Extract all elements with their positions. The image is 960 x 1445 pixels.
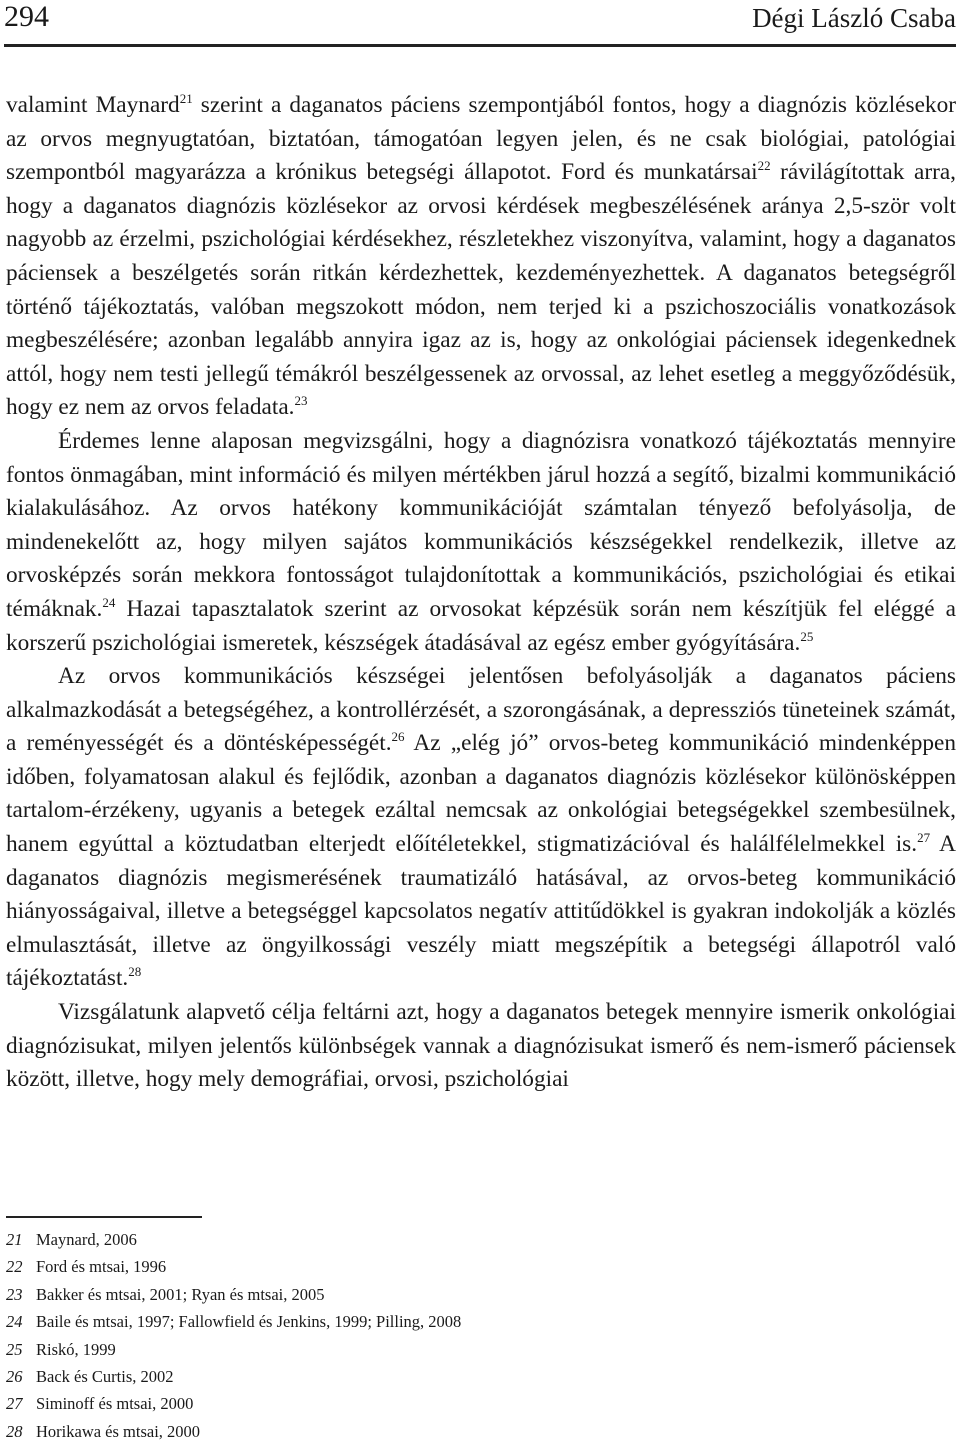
footnote-reference: 25 [800, 628, 814, 644]
text-run: szerint a daganatos páciens szempontjából fontos, hogy a diagnózis közlésekor az orvos megnyugtatóan, biztatóan, támogatóan legyen jelen, és ne csak biológiai, patológiai szempontból magyarázza a krónikus betegségi állapotot. Ford és munkatársai [6, 92, 956, 186]
footnote-number: 22 [6, 1257, 23, 1277]
footnote-item [6, 1336, 461, 1363]
footnote-citation: Baile és mtsai, 1997; Fallowfield és Jenkins, 1999; Pilling, 2008 [36, 1312, 462, 1332]
footnote-item [6, 1281, 461, 1308]
text-run: Az „elég jó” orvos-beteg kommunikáció mindenképpen időben, folyamatosan alakul és fejlődik, azonban a daganatos diagnózis közlésekor különösképpen tartalom-érzékeny, ugyanis a betegek ezáltal nemcsak az onkológiai betegségekkel szembesülnek, hanem egyúttal a köztudatban elterjedt előítéletekkel, stigmatizációval és halálfélelmekkel is. [6, 730, 956, 858]
text-run: valamint Maynard [6, 92, 180, 118]
page-number: 294 [4, 0, 49, 33]
footnote-item [6, 1363, 461, 1390]
footnote-number: 23 [6, 1284, 23, 1304]
footnote-number: 24 [6, 1312, 23, 1332]
running-head-author: Dégi László Csaba [752, 3, 956, 33]
footnote-reference: 23 [294, 393, 308, 409]
footnote-citation: Maynard, 2006 [36, 1230, 137, 1249]
footnote-reference: 27 [917, 830, 931, 846]
page-header [4, 0, 956, 47]
footnote-item [6, 1418, 461, 1445]
footnotes [6, 1226, 461, 1445]
footnote-reference: 24 [102, 594, 116, 610]
footnote-reference: 28 [128, 964, 142, 980]
footnote-item [6, 1253, 461, 1280]
footnote-reference: 21 [179, 91, 193, 106]
footnote-number: 27 [6, 1394, 23, 1414]
footnote-number: 21 [6, 1230, 23, 1249]
body-text [6, 89, 956, 1097]
footnote-citation: Bakker és mtsai, 2001; Ryan és mtsai, 2005 [36, 1284, 325, 1304]
footnote-citation: Back és Curtis, 2002 [36, 1367, 174, 1387]
footnote-separator [6, 1216, 202, 1218]
text-run: Vizsgálatunk alapvető célja feltárni azt, hogy a daganatos betegek mennyire ismerik onkológiai diagnózisukat, milyen jelentős különbségek vannak a diagnózisukat ismerő és nem-ismerő páciensek között, illetve, hogy mely demográfiai, orvosi, pszichológiai [6, 999, 956, 1093]
footnote-item [6, 1390, 461, 1417]
footnote-reference: 22 [757, 158, 771, 174]
body-paragraph [6, 89, 956, 425]
footnote-number: 26 [6, 1367, 23, 1387]
body-paragraph [6, 660, 956, 996]
footnote-item [6, 1308, 461, 1335]
text-run: Hazai tapasztalatok szerint az orvosokat képzésük során nem készítjük fel eléggé a korszerű pszichológiai ismeretek, készségek átadásával az egész ember gyógyítására. [6, 595, 956, 656]
footnote-citation: Riskó, 1999 [36, 1339, 116, 1359]
text-run: rávilágítottak arra, hogy a daganatos diagnózis közlésekor az orvosi kérdések megbeszélésének aránya 2,5-ször volt nagyobb az érzelmi, pszichológiai kérdésekhez, részletekhez viszonyítva, valamint, hogy a daganatos páciensek a beszélgetés során ritkán kérdezhettek, kezdeményezhettek. A daganatos betegségről történő tájékoztatás, valóban megszokott módon, nem terjed ki a pszichoszociális vonatkozások megbeszélésére; azonban legalább annyira igaz az is, hogy az onkológiai páciensek idegenkednek attól, hogy nem testi jellegű témákról beszélgessenek az orvossal, az lehet esetleg a meggyőződésük, hogy ez nem az orvos feladata. [6, 159, 956, 421]
text-run: Az orvos kommunikációs készségei jelentősen befolyásolják a daganatos páciens alkalmazkodását a betegségéhez, a kontrollérzését, a szorongásának, a depressziós tüneteinek számát, a reményességét és a döntésképességét. [6, 663, 956, 757]
footnote-citation: Ford és mtsai, 1996 [36, 1257, 167, 1277]
footnote-reference: 26 [391, 729, 405, 745]
body-paragraph [6, 996, 956, 1097]
text-run: Érdemes lenne alaposan megvizsgálni, hogy a diagnózisra vonatkozó tájékoztatás mennyire fontos önmagában, mint információ és milyen mértékben járul hozzá a segítő, bizalmi kommunikáció kialakulásához. Az orvos hatékony kommunikációját számtalan tényező befolyásolja, de mindenekelőtt az, hogy milyen sajátos kommunikációs készségekkel rendelkezik, illetve az orvosképzés során mekkora fontosságot tulajdonítottak a kommunikációs, pszichológiai és etikai témáknak. [6, 427, 956, 622]
footnote-citation: Horikawa és mtsai, 2000 [36, 1421, 201, 1441]
body-paragraph [6, 425, 956, 660]
text-run: A daganatos diagnózis megismerésének traumatizáló hatásával, az orvos-beteg kommunikáció hiányosságaival, illetve a betegséggel kapcsolatos negatív attitűdökkel is gyakran indokolják a közlés elmulasztását, illetve az öngyilkossági veszély miatt megszépítik a betegségi állapotról való tájékoztatást. [6, 831, 956, 992]
footnote-citation: Siminoff és mtsai, 2000 [36, 1394, 194, 1414]
footnote-number: 25 [6, 1339, 23, 1359]
footnote-item [6, 1226, 461, 1253]
footnote-number: 28 [6, 1421, 23, 1441]
